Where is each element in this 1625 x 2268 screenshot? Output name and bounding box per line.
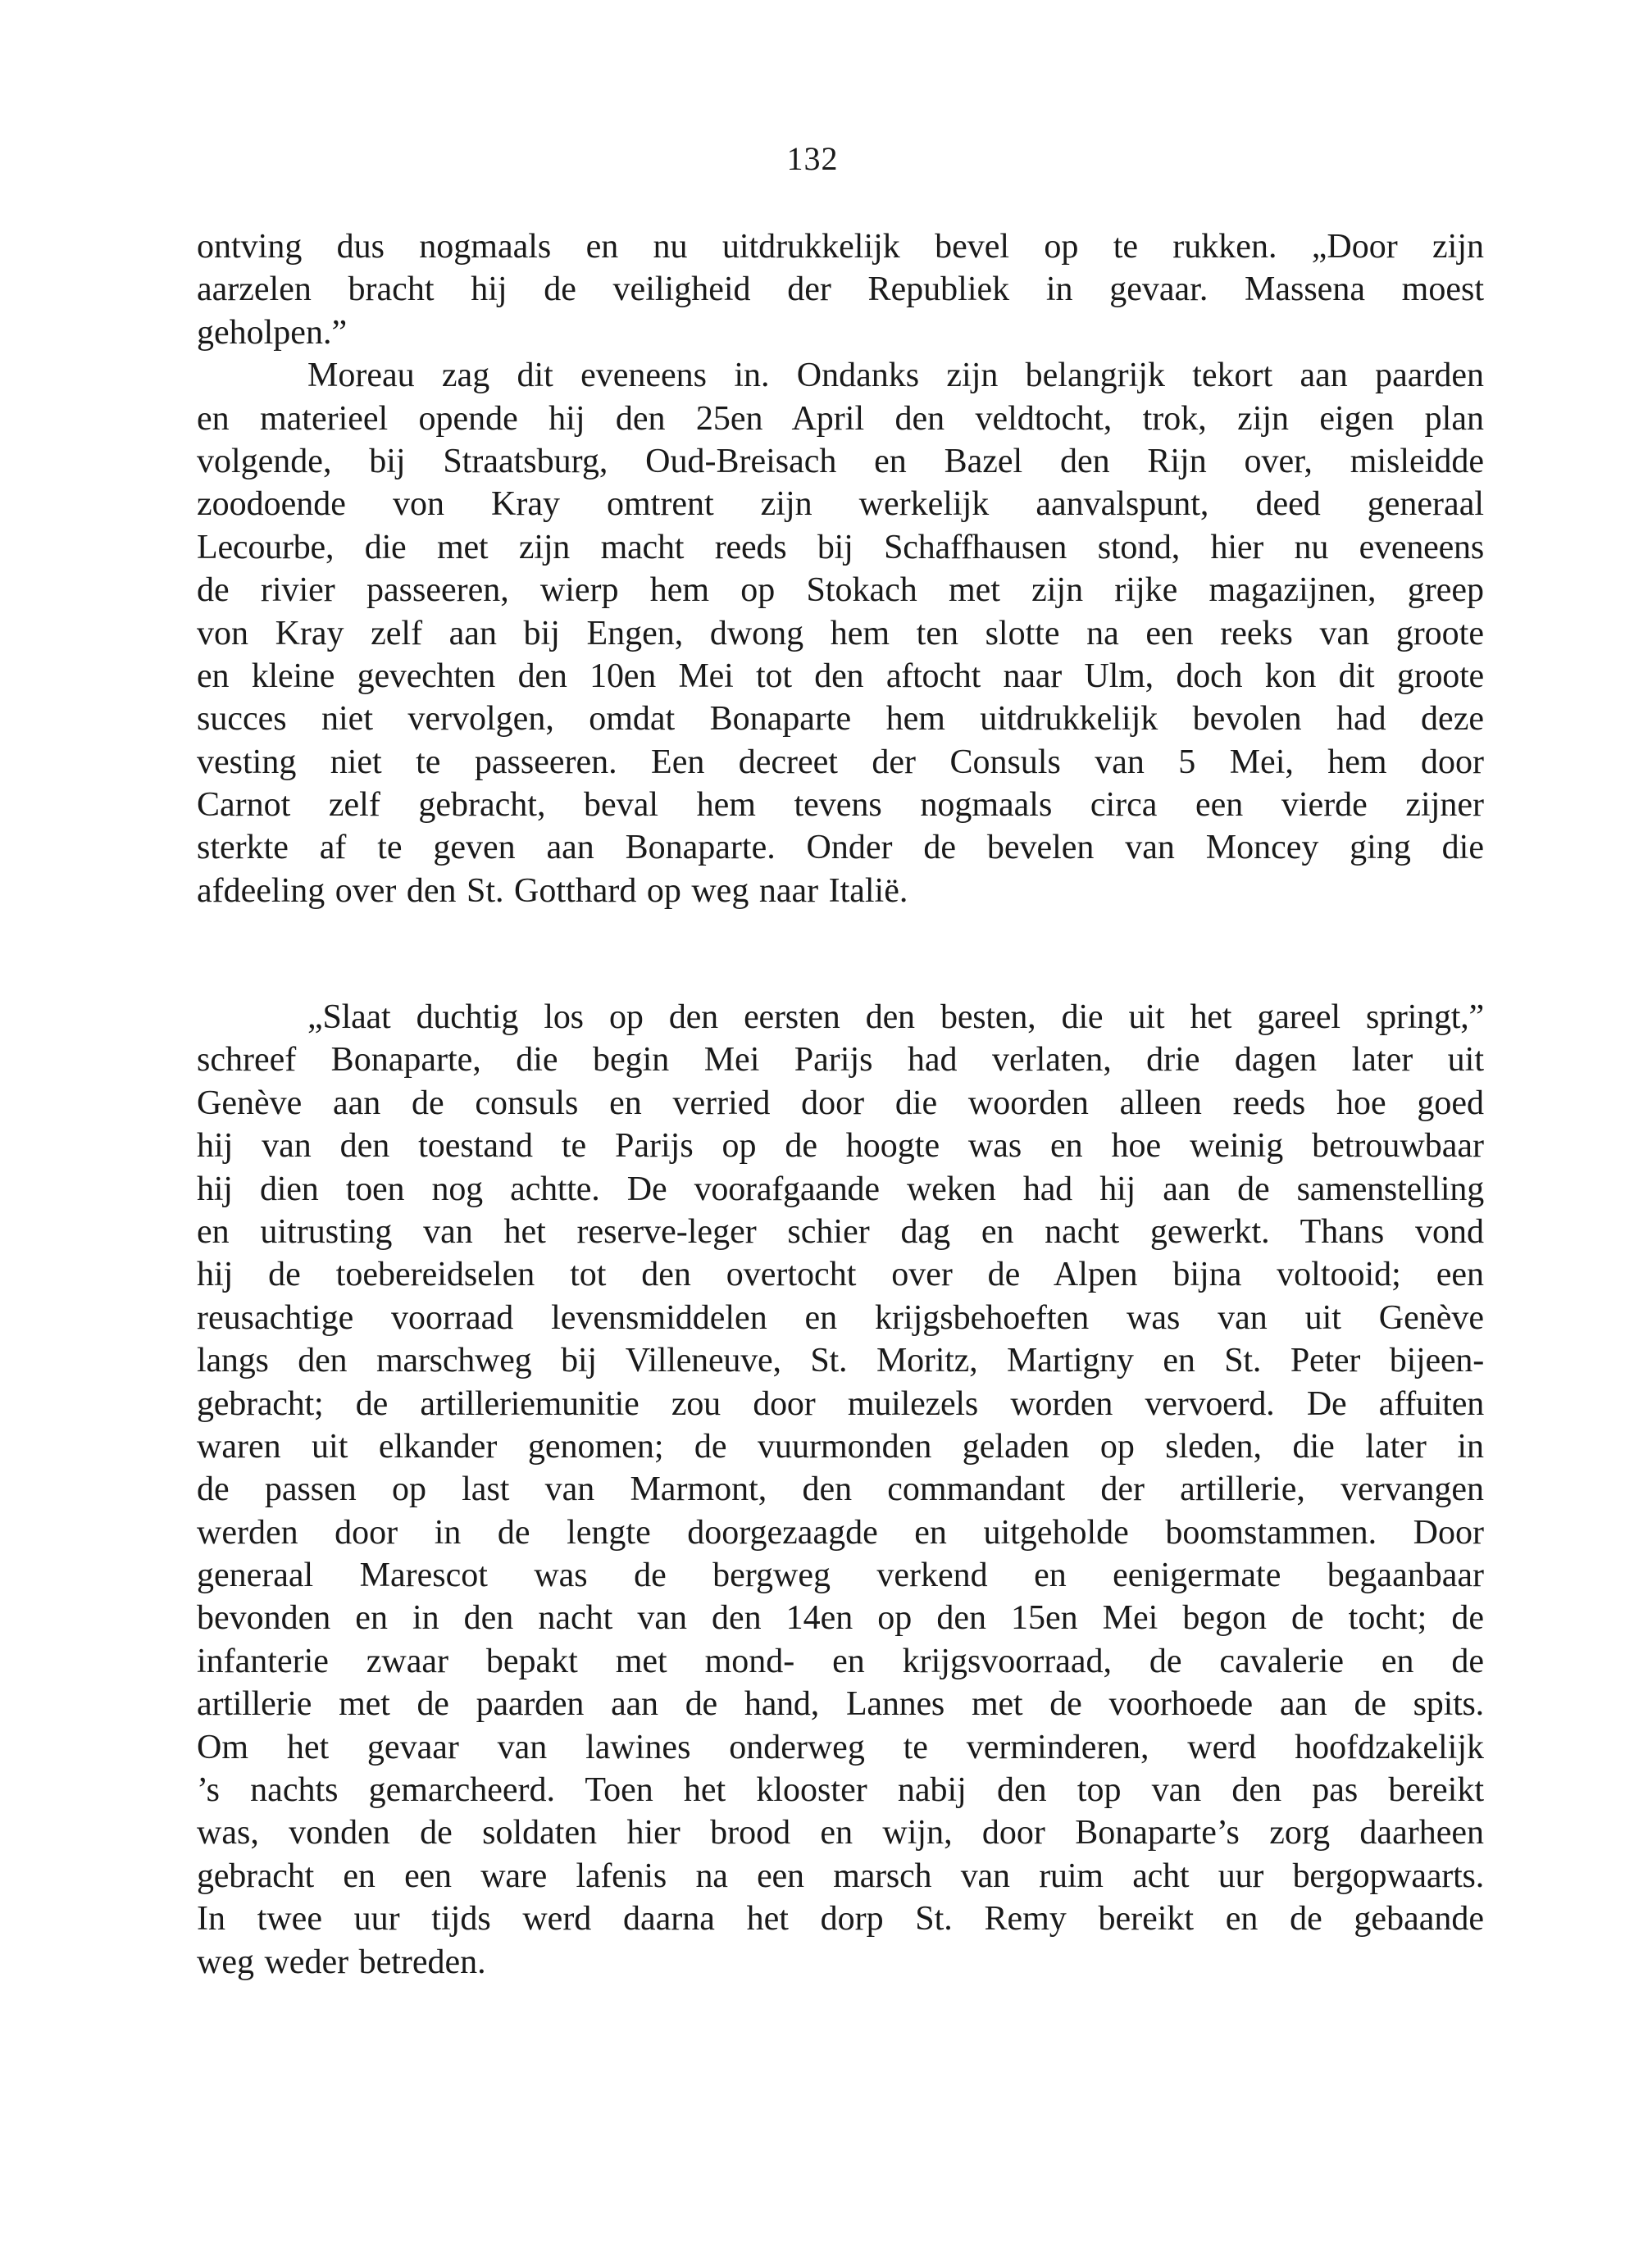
text-line: afdeeling over den St. Gotthard op weg naar Italië.	[197, 871, 908, 910]
text-line: Moreau zag dit eveneens in. Ondanks zijn belangrijk tekort aan paarden	[307, 357, 1484, 395]
text-line: hij de toebereidselen tot den overtocht over de Alpen bijna voltooid; een	[197, 1256, 1484, 1294]
text-line: ’s nachts gemarcheerd. Toen het klooster nabij den top van den pas bereikt	[197, 1771, 1484, 1810]
text-line: vesting niet te passeeren. Een decreet der Consuls van 5 Mei, hem door	[197, 743, 1484, 781]
text-line: artillerie met de paarden aan de hand, Lannes met de voorhoede aan de spits.	[197, 1685, 1484, 1724]
text-line: de rivier passeeren, wierp hem op Stokach met zijn rijke magazijnen, greep	[197, 571, 1484, 610]
text-line: werden door in de lengte doorgezaagde en uitgeholde boomstammen. Door	[197, 1513, 1484, 1552]
text-block-top	[197, 225, 1484, 912]
text-line: bevonden en in den nacht van den 14en op den 15en Mei begon de tocht; de	[197, 1599, 1484, 1638]
text-line: gebracht en een ware lafenis na een marsch van ruim acht uur bergopwaarts.	[197, 1857, 1484, 1895]
text-block-bottom	[197, 996, 1484, 1984]
text-line: en uitrusting van het reserve-leger schier dag en nacht gewerkt. Thans vond	[197, 1212, 1484, 1251]
text-line: schreef Bonaparte, die begin Mei Parijs had verlaten, drie dagen later uit	[197, 1041, 1484, 1079]
text-line: volgende, bij Straatsburg, Oud-Breisach en Bazel den Rijn over, misleidde	[197, 442, 1484, 480]
page-number: 132	[786, 140, 839, 177]
text-line: In twee uur tijds werd daarna het dorp St. Remy bereikt en de gebaande	[197, 1900, 1484, 1938]
text-line: en kleine gevechten den 10en Mei tot den aftocht naar Ulm, doch kon dit groote	[197, 657, 1484, 695]
text-line: was, vonden de soldaten hier brood en wijn, door Bonaparte’s zorg daarheen	[197, 1814, 1484, 1852]
text-line: gebracht; de artilleriemunitie zou door muilezels worden vervoerd. De affuiten	[197, 1384, 1484, 1423]
text-line: sterkte af te geven aan Bonaparte. Onder de bevelen van Moncey ging die	[197, 829, 1484, 867]
text-line: hij van den toestand te Parijs op de hoogte was en hoe weinig betrouwbaar	[197, 1127, 1484, 1166]
text-line: zoodoende von Kray omtrent zijn werkelijk aanvalspunt, deed generaal	[197, 485, 1484, 524]
text-line: succes niet vervolgen, omdat Bonaparte hem uitdrukkelijk bevolen had deze	[197, 700, 1484, 739]
text-line: reusachtige voorraad levensmiddelen en krijgsbehoeften was van uit Genève	[197, 1298, 1484, 1337]
text-line: von Kray zelf aan bij Engen, dwong hem ten slotte na een reeks van groote	[197, 614, 1484, 652]
text-line: aarzelen bracht hij de veiligheid der Republiek in gevaar. Massena moest	[197, 270, 1484, 309]
text-line: Genève aan de consuls en verried door die woorden alleen reeds hoe goed	[197, 1084, 1484, 1122]
text-line: langs den marschweg bij Villeneuve, St. Moritz, Martigny en St. Peter bijeen-	[197, 1342, 1484, 1380]
text-line: en materieel opende hij den 25en April den veldtocht, trok, zijn eigen plan	[197, 399, 1484, 438]
text-line: Om het gevaar van lawines onderweg te verminderen, werd hoofdzakelijk	[197, 1728, 1484, 1766]
text-line: generaal Marescot was de bergweg verkend en eenigermate begaanbaar	[197, 1557, 1484, 1595]
text-line: geholpen.”	[197, 313, 348, 352]
text-line: waren uit elkander genomen; de vuurmonden geladen op sleden, die later in	[197, 1427, 1484, 1466]
text-line: hij dien toen nog achtte. De voorafgaande weken had hij aan de samenstelling	[197, 1170, 1484, 1208]
text-line: Lecourbe, die met zijn macht reeds bij Schaffhausen stond, hier nu eveneens	[197, 528, 1484, 566]
text-line: de passen op last van Marmont, den commandant der artillerie, vervangen	[197, 1470, 1484, 1509]
text-line: ontving dus nogmaals en nu uitdrukkelijk bevel op te rukken. „Door zijn	[197, 228, 1484, 266]
text-line: weg weder betreden.	[197, 1943, 486, 1981]
text-line: Carnot zelf gebracht, beval hem tevens nogmaals circa een vierde zijner	[197, 786, 1484, 825]
text-line: infanterie zwaar bepakt met mond- en krijgsvoorraad, de cavalerie en de	[197, 1642, 1484, 1680]
text-line: „Slaat duchtig los op den eersten den besten, die uit het gareel springt,”	[307, 998, 1484, 1036]
